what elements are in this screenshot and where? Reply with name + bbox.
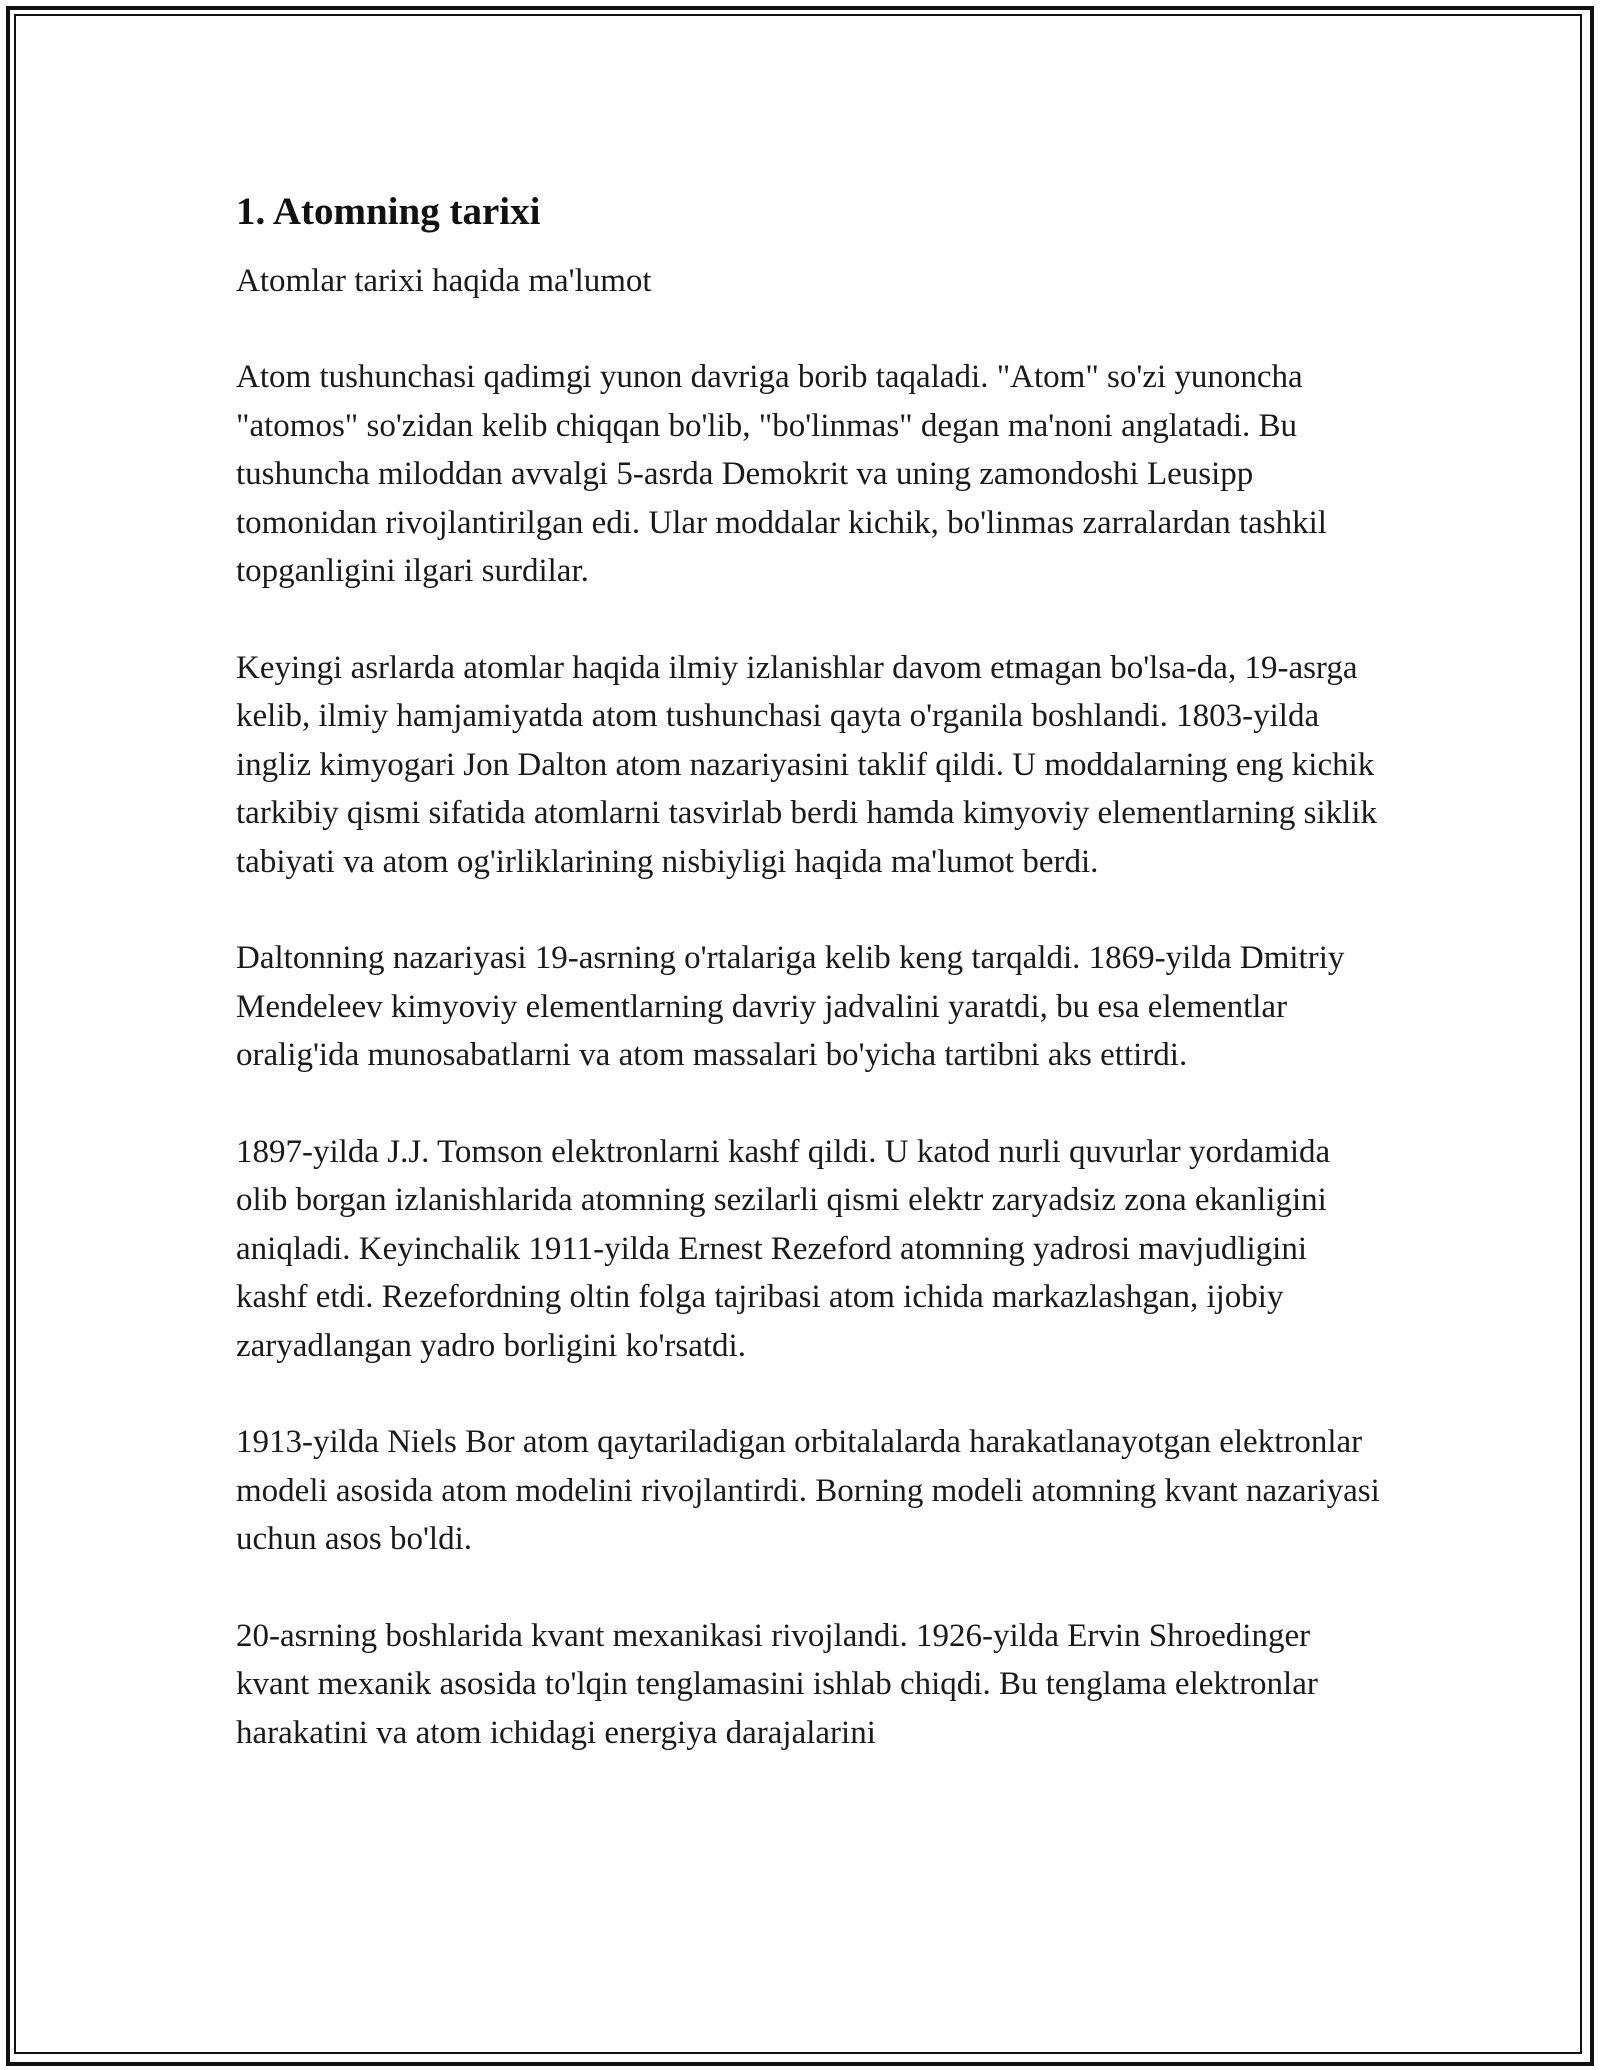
paragraph-5: 1913-yilda Niels Bor atom qaytariladigan orbitalalarda harakatlanayotgan elektronlar modeli asosida atom modelini rivojlantirdi. Borning modeli atomning kvant nazariyasi uchun asos bo'ldi. <box>236 1424 1380 1557</box>
paragraph-6: 20-asrning boshlarida kvant mexanikasi rivojlandi. 1926-yilda Ervin Shroedinger kvant mexanik asosida to'lqin tenglamasini ishlab chiqdi. Bu tenglama elektronlar harakatini va atom ichidagi energiya darajalarini <box>236 1617 1318 1751</box>
paragraph-2: Keyingi asrlarda atomlar haqida ilmiy izlanishlar davom etmagan bo'lsa-da, 19-asrga kelib, ilmiy hamjamiyatda atom tushunchasi qayta o'rganila boshlandi. 1803-yilda ingliz kimyogari Jon Dalton atom nazariyasini taklif qildi. U moddalarning eng kichik tarkibiy qismi sifatida atomlarni tasvirlab berdi hamda kimyoviy elementlarning siklik tabiyati va atom og'irliklarining nisbiyligi haqida ma'lumot berdi. <box>236 649 1377 880</box>
document-title: 1. Atomning tarixi <box>236 190 541 233</box>
document-subtitle: Atomlar tarixi haqida ma'lumot <box>236 263 652 299</box>
paragraph-3: Daltonning nazariyasi 19-asrning o'rtalariga kelib keng tarqaldi. 1869-yilda Dmitriy Mendeleev kimyoviy elementlarning davriy jadvalini yaratdi, bu esa elementlar oralig'ida munosabatlarni va atom massalari bo'yicha tartibni aks ettirdi. <box>236 940 1345 1073</box>
paragraph-4: 1897-yilda J.J. Tomson elektronlarni kashf qildi. U katod nurli quvurlar yordamida olib borgan izlanishlarida atomning sezilarli qismi elektr zaryadsiz zona ekanligini aniqladi. Keyinchalik 1911-yilda Ernest Rezeford atomning yadrosi mavjudligini kashf etdi. Rezefordning oltin folga tajribasi atom ichida markazlashgan, ijobiy zaryadlangan yadro borligini ko'rsatdi. <box>236 1133 1331 1364</box>
paragraph-1: Atom tushunchasi qadimgi yunon davriga borib taqaladi. "Atom" so'zi yunoncha "atomos" so'zidan kelib chiqqan bo'lib, "bo'linmas" degan ma'noni anglatadi. Bu tushuncha miloddan avvalgi 5-asrda Demokrit va uning zamondoshi Leusipp tomonidan rivojlantirilgan edi. Ular moddalar kichik, bo'linmas zarralardan tashkil topganligini ilgari surdilar. <box>236 359 1327 589</box>
document-body <box>236 185 1386 1805</box>
